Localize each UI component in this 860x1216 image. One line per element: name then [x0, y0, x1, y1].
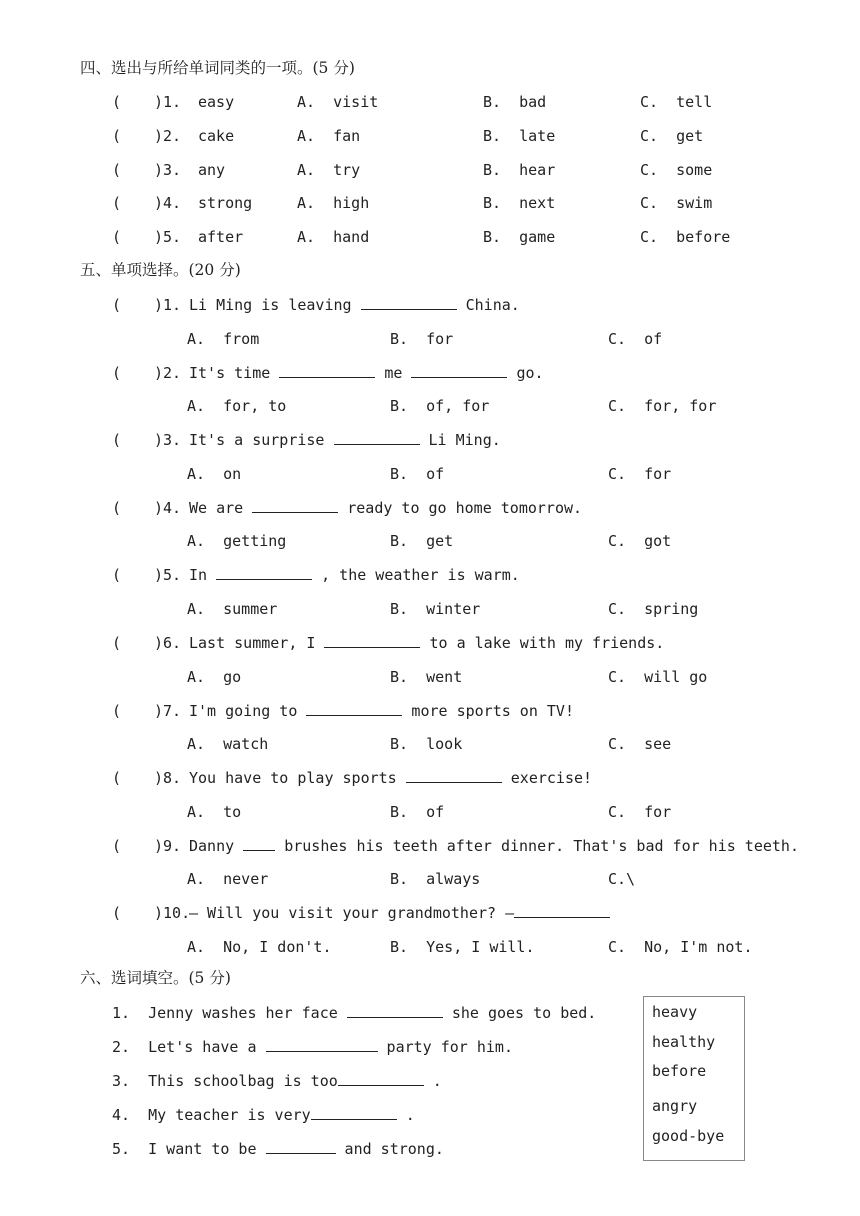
option-b: B. game [483, 228, 556, 246]
option-c: C. for, for [608, 397, 717, 416]
answer-blank[interactable] [361, 295, 457, 310]
question-text: Li Ming is leaving [189, 296, 361, 314]
word-bank-word: heavy [652, 1003, 698, 1021]
answer-blank[interactable] [338, 1071, 424, 1086]
sentence-text: she goes to bed. [442, 1004, 597, 1022]
option-a: A. try [297, 161, 361, 179]
question-text: — Will you visit your grandmother? — [189, 904, 515, 923]
word-bank-box [643, 996, 745, 1161]
option-c: C. will go [608, 667, 708, 686]
given-word: after [198, 228, 244, 246]
section-5-title: 五、单项选择。(20 分) [80, 261, 241, 279]
answer-blank[interactable] [411, 363, 507, 378]
option-a: A. high [297, 194, 370, 212]
sentence-text: 4. My teacher is very [112, 1106, 311, 1124]
question-number: )10. [154, 904, 191, 923]
option-c: C. spring [608, 599, 699, 618]
answer-paren[interactable]: ( [112, 363, 122, 382]
question-text: exercise! [501, 769, 593, 788]
option-b: B. of [390, 802, 445, 821]
answer-blank[interactable] [252, 498, 338, 513]
option-c: C. for [608, 802, 672, 821]
question-text: me [375, 363, 412, 382]
answer-paren[interactable]: ( [112, 194, 122, 212]
question-stem [189, 903, 610, 923]
answer-blank[interactable] [347, 1003, 443, 1018]
fill-sentence [112, 1037, 513, 1057]
option-b: B. of, for [390, 397, 490, 416]
option-c: C. before [640, 228, 731, 246]
answer-paren[interactable]: ( [112, 431, 122, 450]
question-stem [189, 836, 799, 856]
question-stem [189, 363, 544, 383]
question-number: )3. [154, 431, 182, 450]
question-number: )1. [154, 93, 182, 111]
answer-blank[interactable] [243, 836, 275, 851]
word-bank-word: before [652, 1062, 707, 1080]
option-b: B. of [390, 464, 445, 483]
option-b: B. next [483, 194, 556, 212]
question-number: )1. [154, 296, 182, 314]
answer-blank[interactable] [266, 1037, 378, 1052]
answer-blank[interactable] [514, 903, 610, 918]
option-a: A. from [187, 329, 260, 348]
sentence-text: 3. This schoolbag is too [112, 1072, 338, 1090]
given-word: easy [198, 93, 235, 111]
answer-blank[interactable] [324, 633, 420, 648]
fill-sentence [112, 1003, 596, 1023]
option-a: A. never [187, 870, 269, 889]
answer-paren[interactable]: ( [112, 701, 122, 720]
question-number: )4. [154, 194, 182, 212]
question-text: more sports on TV! [402, 701, 574, 720]
answer-paren[interactable]: ( [112, 93, 122, 111]
option-b: B. always [390, 870, 481, 889]
fill-sentence [112, 1071, 442, 1091]
question-text: ready to go home tomorrow. [338, 498, 583, 517]
sentence-text: 1. Jenny washes her face [112, 1004, 347, 1022]
question-text: Li Ming. [419, 431, 501, 450]
answer-paren[interactable]: ( [112, 498, 122, 517]
question-number: )3. [154, 161, 182, 179]
question-text: It's a surprise [189, 431, 334, 450]
answer-blank[interactable] [406, 768, 502, 783]
fill-sentence [112, 1105, 415, 1125]
question-number: )8. [154, 769, 182, 788]
given-word: strong [198, 194, 253, 212]
question-number: )5. [154, 566, 182, 585]
fill-sentence [112, 1139, 444, 1159]
question-stem [189, 701, 574, 721]
answer-paren[interactable]: ( [112, 904, 122, 923]
question-number: )2. [154, 363, 182, 382]
answer-paren[interactable]: ( [112, 127, 122, 145]
question-text: China. [456, 296, 520, 314]
question-stem [189, 498, 582, 518]
option-c: C. get [640, 127, 704, 145]
answer-blank[interactable] [334, 430, 420, 445]
answer-blank[interactable] [279, 363, 375, 378]
given-word: cake [198, 127, 235, 145]
question-number: )2. [154, 127, 182, 145]
option-c: C. see [608, 735, 672, 754]
answer-blank[interactable] [266, 1139, 336, 1154]
option-c: C. tell [640, 93, 713, 111]
question-text: Danny [189, 836, 244, 855]
option-a: A. for, to [187, 397, 287, 416]
option-a: A. hand [297, 228, 370, 246]
option-a: A. watch [187, 735, 269, 754]
question-stem [189, 633, 664, 653]
question-text: to a lake with my friends. [420, 634, 665, 652]
option-b: B. Yes, I will. [390, 937, 535, 956]
option-b: B. bad [483, 93, 547, 111]
question-text: We are [189, 498, 253, 517]
section-4-title: 四、选出与所给单词同类的一项。(5 分) [80, 59, 355, 77]
question-number: )6. [154, 634, 182, 652]
section-6-title: 六、选词填空。(5 分) [80, 969, 231, 987]
option-c: C. got [608, 532, 672, 551]
option-a: A. No, I don't. [187, 937, 332, 956]
answer-paren[interactable]: ( [112, 296, 122, 314]
word-bank-word: healthy [652, 1033, 716, 1051]
question-number: )4. [154, 498, 182, 517]
option-b: B. went [390, 667, 463, 686]
question-number: )7. [154, 701, 182, 720]
question-text: brushes his teeth after dinner. That's bad for his teeth. [275, 836, 799, 855]
question-number: )5. [154, 228, 182, 246]
option-a: A. getting [187, 532, 287, 551]
answer-blank[interactable] [216, 565, 312, 580]
option-b: B. get [390, 532, 454, 551]
option-c: C. swim [640, 194, 713, 212]
answer-paren[interactable]: ( [112, 836, 122, 855]
option-a: A. summer [187, 599, 278, 618]
answer-paren[interactable]: ( [112, 228, 122, 246]
question-text: , the weather is warm. [312, 566, 520, 585]
question-text: Last summer, I [189, 634, 325, 652]
option-a: A. visit [297, 93, 379, 111]
question-stem [189, 768, 592, 788]
question-text: It's time [189, 363, 280, 382]
question-stem [189, 430, 501, 450]
question-stem [189, 565, 520, 585]
question-text: You have to play sports [189, 769, 406, 788]
answer-blank[interactable] [311, 1105, 397, 1120]
question-text: I'm going to [189, 701, 307, 720]
option-a: A. to [187, 802, 242, 821]
option-a: A. fan [297, 127, 361, 145]
question-number: )9. [154, 836, 182, 855]
option-c: C. for [608, 464, 672, 483]
sentence-text: . [423, 1072, 442, 1090]
option-c: C. No, I'm not. [608, 937, 753, 956]
sentence-text: and strong. [335, 1140, 444, 1158]
answer-paren[interactable]: ( [112, 566, 122, 585]
question-text: In [189, 566, 217, 585]
sentence-text: 2. Let's have a [112, 1038, 266, 1056]
option-b: B. for [390, 329, 454, 348]
question-text: go. [507, 363, 544, 382]
option-b: B. late [483, 127, 556, 145]
given-word: any [198, 161, 226, 179]
word-bank-word: angry [652, 1097, 698, 1115]
question-stem [189, 295, 520, 315]
answer-paren[interactable]: ( [112, 161, 122, 179]
sentence-text: . [396, 1106, 415, 1124]
option-c: C.\ [608, 870, 636, 889]
answer-paren[interactable]: ( [112, 634, 122, 652]
sentence-text: 5. I want to be [112, 1140, 266, 1158]
option-b: B. look [390, 735, 463, 754]
option-b: B. hear [483, 161, 556, 179]
answer-paren[interactable]: ( [112, 769, 122, 788]
option-a: A. on [187, 464, 242, 483]
word-bank-word: good-bye [652, 1127, 725, 1145]
answer-blank[interactable] [306, 701, 402, 716]
option-a: A. go [187, 667, 242, 686]
option-c: C. some [640, 161, 713, 179]
option-b: B. winter [390, 599, 481, 618]
sentence-text: party for him. [377, 1038, 513, 1056]
option-c: C. of [608, 329, 663, 348]
